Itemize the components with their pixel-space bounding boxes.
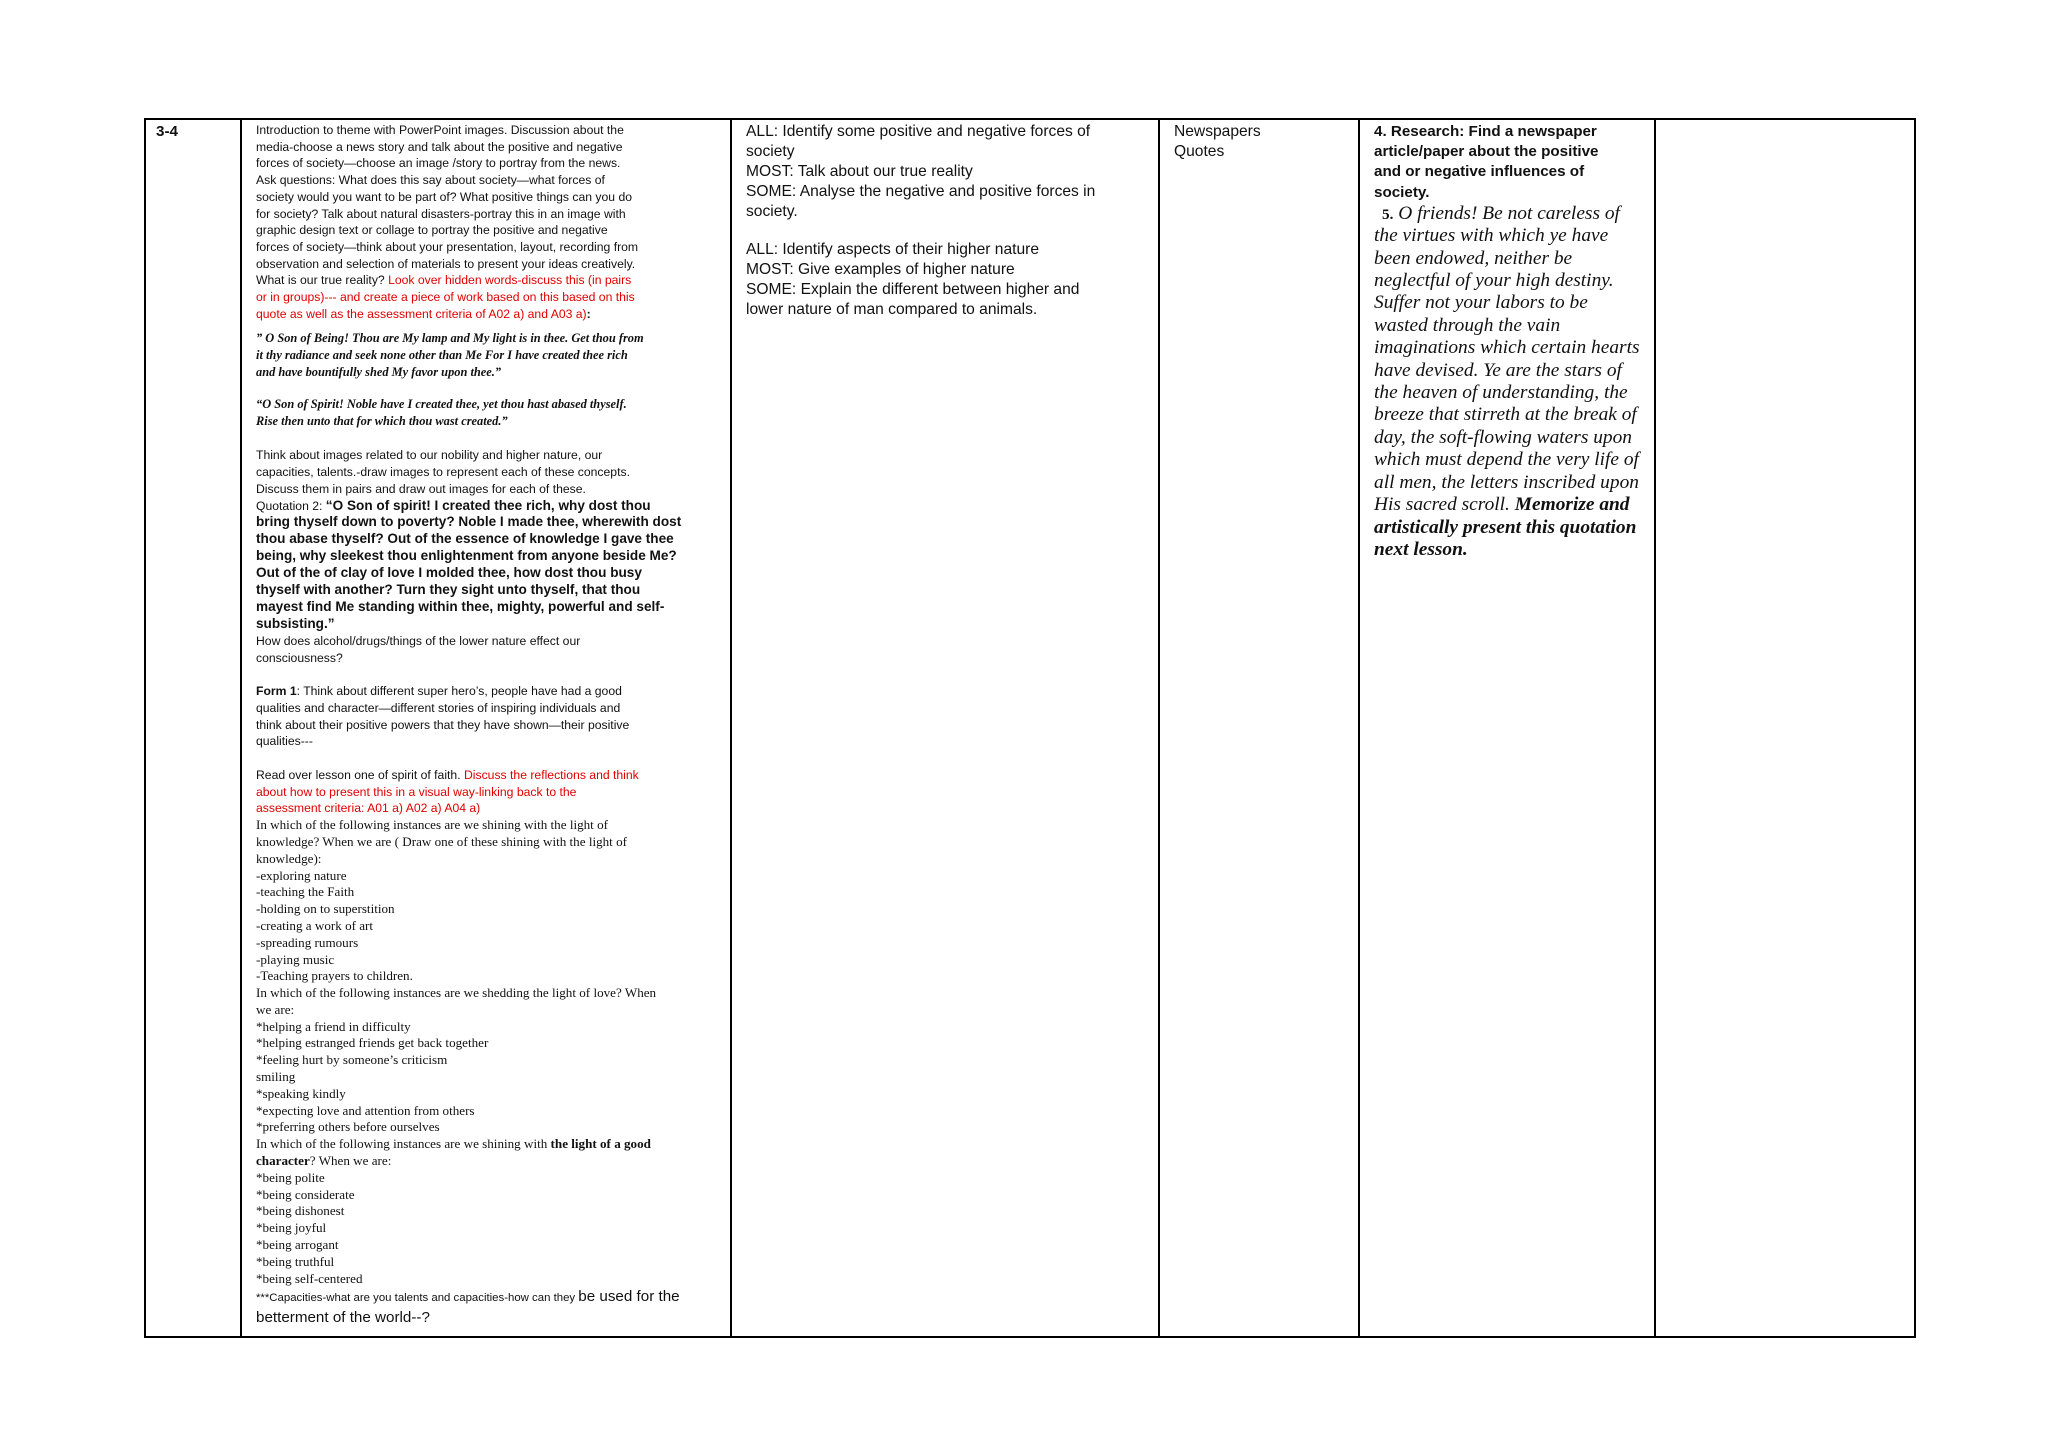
text-line: we are:: [256, 1001, 295, 1017]
list-item: *being polite: [256, 1169, 325, 1185]
instruction-red: quote as well as the assessment criteria of A02 a) and A03 a): [256, 306, 587, 321]
objective-line: MOST: Give examples of higher nature: [746, 261, 1015, 278]
list-item: *being arrogant: [256, 1237, 339, 1253]
think-about-text: [256, 447, 724, 497]
quotation-2-label: Quotation 2:: [256, 498, 326, 513]
text-line: knowledge):: [256, 850, 322, 866]
resource-item: Quotes: [1174, 143, 1225, 160]
quotation-line: being, why sleekest thou enlightenment from anyone beside Me?: [256, 548, 677, 564]
form-1-text: [256, 683, 724, 750]
quote-line: all men, the letters inscribed upon: [1374, 471, 1639, 493]
intro-text: [256, 122, 724, 322]
quote-line: it thy radiance and seek none other than Me For I have created thee rich: [256, 348, 628, 363]
intro-line: society would you want to be part of? What positive things can you do: [256, 189, 632, 204]
list-item: -playing music: [256, 951, 335, 967]
light-questions: [256, 817, 724, 1287]
read-over-line: Read over lesson one of spirit of faith.: [256, 768, 464, 783]
list-item: *being dishonest: [256, 1203, 345, 1219]
quote-line: been endowed, neither be: [1374, 247, 1573, 269]
intro-line: Ask questions: What does this say about society—what forces of: [256, 173, 605, 188]
quotation-2: [256, 498, 724, 633]
quote-line: His sacred scroll.: [1374, 494, 1515, 516]
list-item: *helping estranged friends get back together: [256, 1035, 489, 1051]
list-item: *being self-centered: [256, 1270, 363, 1286]
instruction-red: about how to present this in a visual way-linking back to the: [256, 784, 577, 799]
list-item: *being truthful: [256, 1253, 335, 1269]
text-line: In which of the following instances are we shining with the light of: [256, 817, 609, 833]
instruction-red: assessment criteria: A01 a) A02 a) A04 a): [256, 801, 481, 816]
true-reality-question: What is our true reality?: [256, 273, 385, 288]
list-item: -creating a work of art: [256, 917, 374, 933]
quote-line: and have bountifully shed My favor upon thee.”: [256, 365, 502, 380]
text-line: ? When we are:: [309, 1153, 392, 1169]
notes-text: [1656, 120, 1914, 122]
quote-line: day, the soft-flowing waters upon: [1374, 426, 1633, 448]
quote-line: wasted through the vain: [1374, 314, 1561, 336]
memorize-instruction: next lesson.: [1374, 538, 1468, 560]
quote-son-of-spirit: [256, 396, 724, 430]
list-item: -Teaching prayers to children.: [256, 968, 413, 984]
text-line: capacities, talents.-draw images to represent each of these concepts.: [256, 465, 630, 480]
bold-phrase: the light of a good: [550, 1136, 651, 1152]
list-item: *preferring others before ourselves: [256, 1119, 440, 1135]
list-item: *speaking kindly: [256, 1085, 346, 1101]
instruction-red: Look over hidden words-discuss this (in pairs: [384, 273, 632, 288]
quotation-task: [1374, 203, 1650, 562]
objectives-group-2: [746, 240, 1148, 320]
list-item: -holding on to superstition: [256, 901, 395, 917]
text-line: qualities---: [256, 734, 313, 749]
quote-line: which must depend the very life of: [1374, 449, 1639, 471]
quote-line: have devised. Ye are the stars of: [1374, 359, 1622, 381]
form-1-label: Form 1: [256, 684, 297, 699]
objective-line: ALL: Identify aspects of their higher nature: [746, 241, 1039, 258]
intro-line: media-choose a news story and talk about the positive and negative: [256, 139, 623, 154]
colon: :: [586, 306, 591, 321]
quotation-line: “O Son of spirit! I created thee rich, why dost thou: [325, 497, 651, 513]
instruction-red: or in groups)--- and create a piece of work based on this based on this: [256, 290, 635, 305]
lesson-number: 3-4: [156, 123, 178, 140]
list-item: *helping a friend in difficulty: [256, 1018, 411, 1034]
text-line: betterment of the world--?: [256, 1309, 430, 1327]
quotation-line: subsisting.”: [256, 615, 335, 631]
objectives-cell: [732, 120, 1160, 1336]
text-line: How does alcohol/drugs/things of the lower nature effect our: [256, 633, 581, 648]
resource-item: Newspapers: [1174, 123, 1261, 140]
objective-line: SOME: Explain the different between higher and: [746, 281, 1080, 298]
text-line: be used for the: [578, 1288, 680, 1306]
capacities-question: [256, 1287, 724, 1327]
item-number: 5.: [1382, 205, 1394, 223]
text-line: Discuss them in pairs and draw out images for each of these.: [256, 481, 586, 496]
research-line: 4. Research: Find a newspaper: [1374, 123, 1597, 140]
objectives-group-1: [746, 122, 1148, 222]
objective-line: society.: [746, 203, 798, 220]
true-reality-line: [256, 272, 724, 289]
quotation-line: mayest find Me standing within thee, mighty, powerful and self-: [256, 598, 665, 614]
memorize-instruction: artistically present this quotation: [1374, 516, 1637, 538]
research-line: article/paper about the positive: [1374, 143, 1599, 161]
bold-phrase: character: [256, 1153, 310, 1169]
quotation-line: thou abase thyself? Out of the essence of knowledge I gave thee: [256, 531, 674, 547]
quote-line: Rise then unto that for which thou wast created.”: [256, 414, 508, 429]
text-line: knowledge? When we are ( Draw one of these shining with the light of: [256, 833, 628, 849]
intro-line: observation and selection of materials to present your ideas creatively.: [256, 256, 636, 271]
alcohol-question: [256, 633, 724, 666]
list-item: *being joyful: [256, 1220, 327, 1236]
text-line: In which of the following instances are we shining with: [256, 1136, 551, 1152]
activities-cell: [242, 120, 732, 1336]
objective-line: lower nature of man compared to animals.: [746, 301, 1038, 318]
quote-line: the heaven of understanding, the: [1374, 382, 1628, 404]
lesson-number-cell: [146, 120, 242, 1336]
intro-line: forces of society—think about your presentation, layout, recording from: [256, 239, 639, 254]
quotation-line: Out of the of clay of love I molded thee, how dost thou busy: [256, 565, 642, 581]
intro-line: forces of society—choose an image /story to portray from the news.: [256, 156, 621, 171]
list-item: *expecting love and attention from others: [256, 1102, 475, 1118]
lesson-plan-table: [144, 118, 1916, 1338]
memorize-instruction: Memorize and: [1514, 494, 1630, 516]
quote-line: ” O Son of Being! Thou are My lamp and My light is in thee. Get thou from: [256, 331, 644, 346]
homework-cell: [1360, 120, 1656, 1336]
research-line: and or negative influences of: [1374, 163, 1585, 181]
quote-line: the virtues with which ye have: [1374, 225, 1609, 247]
text-line: consciousness?: [256, 650, 343, 665]
quotation-line: thyself with another? Turn they sight unto thyself, that thou: [256, 582, 641, 598]
research-task: [1374, 122, 1650, 203]
text-line: think about their positive powers that they have shown—their positive: [256, 717, 630, 732]
text-line: qualities and character—different stories of inspiring individuals and: [256, 700, 621, 715]
text-line: Think about images related to our nobility and higher nature, our: [256, 448, 603, 463]
list-item: *feeling hurt by someone’s criticism: [256, 1052, 448, 1068]
objective-line: SOME: Analyse the negative and positive forces in: [746, 183, 1096, 200]
quote-line: Suffer not your labors to be: [1374, 292, 1588, 314]
quote-son-of-being: [256, 330, 724, 381]
quote-line: breeze that stirreth at the break of: [1374, 404, 1637, 426]
read-over-text: [256, 767, 724, 817]
research-line: society.: [1374, 183, 1430, 201]
list-item: -exploring nature: [256, 867, 347, 883]
quote-line: “O Son of Spirit! Noble have I created thee, yet thou hast abased thyself.: [256, 397, 627, 412]
instruction-red: Discuss the reflections and think: [463, 768, 639, 783]
list-item: -spreading rumours: [256, 934, 359, 950]
quote-line: imaginations which certain hearts: [1374, 337, 1640, 359]
text-line: In which of the following instances are we shedding the light of love? When: [256, 985, 657, 1001]
objective-line: society: [746, 143, 795, 160]
objective-line: MOST: Talk about our true reality: [746, 163, 973, 180]
quote-line: O friends! Be not careless of: [1398, 202, 1620, 224]
quote-line: neglectful of your high destiny.: [1374, 270, 1614, 292]
quotation-line: bring thyself down to poverty? Noble I made thee, wherewith dost: [256, 514, 682, 530]
text-line: ***Capacities-what are you talents and capacities-how can they: [256, 1292, 579, 1305]
list-item: *being considerate: [256, 1186, 355, 1202]
intro-line: Introduction to theme with PowerPoint images. Discussion about the: [256, 123, 624, 137]
list-item: smiling: [256, 1069, 296, 1085]
notes-cell: [1656, 120, 1914, 1336]
objective-line: ALL: Identify some positive and negative forces of: [746, 123, 1091, 140]
intro-line: for society? Talk about natural disasters-portray this in an image with: [256, 206, 626, 221]
text-line: : Think about different super hero’s, people have had a good: [296, 684, 622, 699]
list-item: -teaching the Faith: [256, 884, 355, 900]
resources-cell: [1160, 120, 1360, 1336]
intro-line: graphic design text or collage to portray the positive and negative: [256, 223, 608, 238]
